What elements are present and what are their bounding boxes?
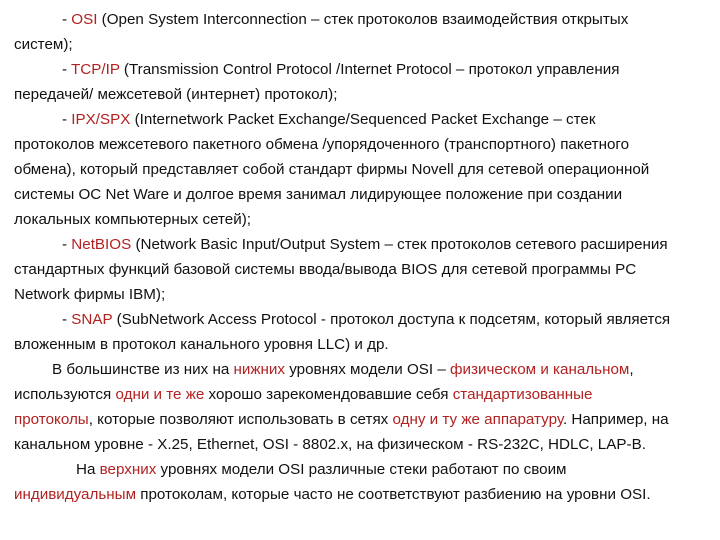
para1-line-2: используются одни и те же хорошо зарекомендовавшие себя стандартизованные [14, 386, 593, 403]
para1-protocols-highlight: протоколы [14, 411, 89, 428]
item-netbios-name: NetBIOS [71, 236, 132, 253]
item-snap-line-1: - SNAP (SubNetwork Access Protocol - протокол доступа к подсетям, который является [62, 311, 671, 328]
item-osi-name: OSI [71, 11, 98, 28]
item-ipxspx-line-3: обмена), который представляет собой стандарт фирмы Novell для сетевой операционной [14, 161, 650, 178]
item-ipxspx-line-4: системы ОС Net Ware и долгое время занимал лидирующее положение при создании [14, 186, 623, 203]
para1-line-1: В большинстве из них на нижних уровнях модели OSI – физическом и канальном, [52, 361, 634, 378]
item-netbios-line-1: - NetBIOS (Network Basic Input/Output System – стек протоколов сетевого расширения [62, 236, 668, 253]
item-osi-line-2: систем); [14, 36, 73, 53]
para1-line-3: протоколы, которые позволяют использовать в сетях одну и ту же аппаратуру. Например, на [14, 411, 669, 428]
para1-lower-highlight: нижних [233, 361, 286, 378]
item-netbios-line-2: стандартных функций базовой системы ввода/вывода BIOS для сетевой программы PC [14, 261, 637, 278]
para1-standard-highlight: стандартизованные [452, 386, 593, 403]
item-osi-line-1: - OSI (Open System Interconnection – стек протоколов взаимодействия открытых [62, 11, 629, 28]
para1-same-highlight: одни и те же [115, 386, 205, 403]
para2-line-1: На верхних уровнях модели OSI различные стеки работают по своим [76, 461, 567, 478]
para1-line-4: канальном уровне - X.25, Ethernet, OSI - 8802.x, на физическом - RS-232C, HDLC, LAP-B. [14, 436, 646, 453]
item-ipxspx-name: IPX/SPX [71, 111, 131, 128]
para2-upper-highlight: верхних [99, 461, 157, 478]
para2-line-2: индивидуальным протоколам, которые часто не соответствуют разбиению на уровни OSI. [14, 486, 651, 503]
para1-hardware-highlight: одну и ту же аппаратуру [392, 411, 563, 428]
item-snap-line-2: вложенным в протокол канального уровня LLC) и др. [14, 336, 389, 353]
para2-individual-highlight: индивидуальным [14, 486, 137, 503]
item-tcpip-line-1: - TCP/IP (Transmission Control Protocol /Internet Protocol – протокол управления [62, 61, 620, 78]
item-snap-name: SNAP [71, 311, 113, 328]
item-ipxspx-line-1: - IPX/SPX (Internetwork Packet Exchange/Sequenced Packet Exchange – стек [62, 111, 596, 128]
item-tcpip-line-2: передачей/ межсетевой (интернет) протокол); [14, 86, 338, 103]
item-ipxspx-line-2: протоколов межсетевого пакетного обмена /упорядоченного (транспортного) пакетного [14, 136, 630, 153]
item-tcpip-name: TCP/IP [71, 61, 120, 78]
item-netbios-line-3: Network фирмы IBM); [14, 286, 166, 303]
para1-layers-highlight: физическом и канальном [450, 361, 630, 378]
item-ipxspx-line-5: локальных компьютерных сетей); [14, 211, 252, 228]
